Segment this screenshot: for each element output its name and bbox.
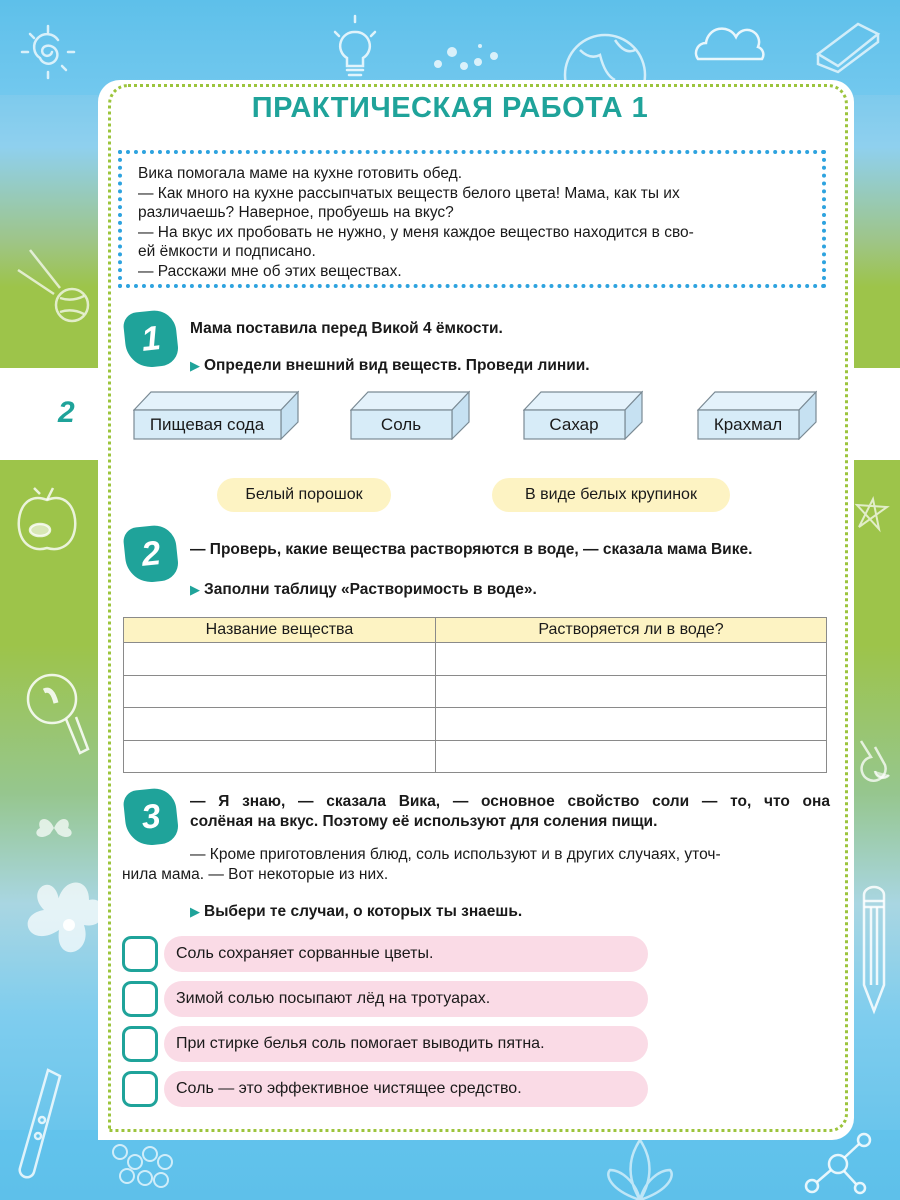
intro-line: — На вкус их пробовать не нужно, у меня каждое вещество находится в сво- xyxy=(138,223,694,241)
table-header-row xyxy=(124,618,827,643)
task3-statement: — Я знаю, — сказала Вика, — основное свойство соли — то, что она солёная на вкус. Поэтому её используют для соления пищи. xyxy=(190,793,830,830)
table-row xyxy=(124,740,827,773)
task3-instruction: ▶ Выбери те случаи, о которых ты знаешь. xyxy=(190,903,523,920)
option-checkbox[interactable] xyxy=(122,936,158,972)
task3-paragraph: — Кроме приготовления блюд, соль используют и в других случаях, уточ- нила мама. — Вот некоторые из них. xyxy=(122,846,721,883)
option-checkbox[interactable] xyxy=(122,981,158,1017)
table-cell-input[interactable] xyxy=(124,675,436,708)
cloud-icon xyxy=(690,25,770,65)
option-item[interactable] xyxy=(122,1070,652,1108)
table-cell-input[interactable] xyxy=(435,740,826,773)
table-cell-input[interactable] xyxy=(124,708,436,741)
container-label: Соль xyxy=(380,415,422,434)
arrow-right-icon: ▶ xyxy=(190,582,200,597)
left-margin-strip xyxy=(0,0,100,1200)
container-label: Пищевая сода xyxy=(149,415,265,434)
intro-dialogue-box xyxy=(118,150,826,288)
intro-line: различаешь? Наверное, пробуешь на вкус? xyxy=(138,204,454,221)
task2-instruction: ▶ Заполни таблицу «Растворимость в воде». xyxy=(190,581,537,598)
option-checkbox[interactable] xyxy=(122,1026,158,1062)
leaf-icon xyxy=(600,1135,680,1200)
table-cell-input[interactable] xyxy=(435,643,826,676)
appearance-option-white-powder[interactable]: Белый порошок xyxy=(217,478,391,512)
option-item[interactable] xyxy=(122,1025,652,1063)
table-cell-input[interactable] xyxy=(124,643,436,676)
butterfly-icon xyxy=(34,810,74,845)
berries-icon xyxy=(105,1132,195,1192)
container-box-sugar[interactable] xyxy=(523,390,643,440)
right-margin-strip xyxy=(848,0,900,1200)
column-header-dissolves: Растворяется ли в воде? xyxy=(435,618,826,643)
arrow-right-icon: ▶ xyxy=(190,358,200,373)
container-box-starch[interactable] xyxy=(697,390,817,440)
option-label: Соль сохраняет сорванные цветы. xyxy=(164,936,648,972)
solubility-table xyxy=(123,617,827,773)
pencil-icon xyxy=(862,885,886,1015)
table-row xyxy=(124,708,827,741)
task1-instruction: ▶ Определи внешний вид веществ. Проведи линии. xyxy=(190,357,590,374)
option-label: Зимой солью посыпают лёд на тротуарах. xyxy=(164,981,648,1017)
intro-line: — Как много на кухне рассыпчатых веществ белого цвета! Мама, как ты их xyxy=(138,184,680,202)
flask-icon xyxy=(855,735,895,795)
magnifier-icon xyxy=(22,665,92,765)
task-number-badge-2: 2 xyxy=(122,523,180,584)
page-number: 2 xyxy=(58,396,75,429)
task1-statement: Мама поставила перед Викой 4 ёмкости. xyxy=(190,320,503,337)
table-row xyxy=(124,675,827,708)
table-cell-input[interactable] xyxy=(435,675,826,708)
option-checkbox[interactable] xyxy=(122,1071,158,1107)
option-label: При стирке белья соль помогает выводить пятна. xyxy=(164,1026,648,1062)
container-box-salt[interactable] xyxy=(350,390,470,440)
table-cell-input[interactable] xyxy=(435,708,826,741)
arrow-right-icon: ▶ xyxy=(190,904,200,919)
container-box-baking-soda[interactable] xyxy=(133,390,299,440)
column-header-substance: Название вещества xyxy=(124,618,436,643)
book-icon xyxy=(808,14,888,74)
test-tube-icon xyxy=(18,1060,68,1180)
appearance-option-white-grains[interactable]: В виде белых крупинок xyxy=(492,478,730,512)
lightbulb-icon xyxy=(325,12,385,84)
task-number-badge-3: 3 xyxy=(122,786,180,847)
option-item[interactable] xyxy=(122,980,652,1018)
star-icon xyxy=(852,495,892,535)
intro-line: — Расскажи мне об этих веществах. xyxy=(138,262,402,280)
flower-icon xyxy=(14,865,104,975)
container-label: Сахар xyxy=(549,415,599,434)
sun-icon xyxy=(18,22,78,82)
apple-icon xyxy=(12,480,82,560)
dots-icon xyxy=(430,42,520,72)
intro-line: Вика помогала маме на кухне готовить обед. xyxy=(138,165,462,182)
option-item[interactable] xyxy=(122,935,652,973)
option-label: Соль — это эффективное чистящее средство. xyxy=(164,1071,648,1107)
intro-line: ей ёмкости и подписано. xyxy=(138,243,316,260)
page-title: ПРАКТИЧЕСКАЯ РАБОТА 1 xyxy=(251,92,649,124)
table-row xyxy=(124,643,827,676)
container-label: Крахмал xyxy=(713,415,783,434)
task2-statement: — Проверь, какие вещества растворяются в воде, — сказала мама Вике. xyxy=(190,541,753,558)
task-number-badge-1: 1 xyxy=(122,308,180,369)
table-cell-input[interactable] xyxy=(124,740,436,773)
tennis-ball-icon xyxy=(10,210,100,330)
